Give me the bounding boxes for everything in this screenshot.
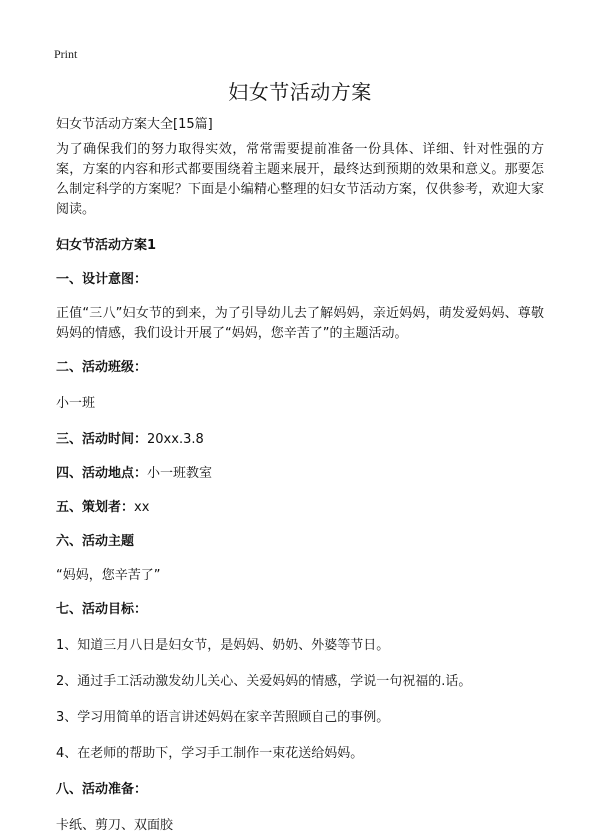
section-title: 妇女节活动方案1 bbox=[56, 238, 157, 253]
planner-value: xx bbox=[134, 500, 150, 515]
activity-prep-heading: 八、活动准备： bbox=[56, 782, 148, 797]
activity-class-heading: 二、活动班级： bbox=[56, 360, 148, 375]
activity-location-value: 小一班教室 bbox=[147, 466, 213, 481]
activity-theme-text: “妈妈，您辛苦了” bbox=[56, 568, 161, 583]
goal-item: 3、学习用简单的语言讲述妈妈在家辛苦照顾自己的事例。 bbox=[56, 710, 390, 725]
activity-theme-heading: 六、活动主题 bbox=[56, 534, 135, 549]
activity-time-row bbox=[56, 430, 544, 450]
design-intent-text: 正值“三八”妇女节的到来，为了引导幼儿去了解妈妈，亲近妈妈，萌发爱妈妈、尊敬妈妈的情感，我们设计开展了“妈妈，您辛苦了”的主题活动。 bbox=[56, 306, 544, 341]
activity-time-label: 三、活动时间： bbox=[56, 432, 148, 447]
activity-time-value: 20xx.3.8 bbox=[147, 432, 204, 447]
activity-goals-heading: 七、活动目标： bbox=[56, 602, 148, 617]
document-subtitle: 妇女节活动方案大全[15篇] bbox=[56, 117, 213, 132]
goal-item: 4、在老师的帮助下，学习手工制作一束花送给妈妈。 bbox=[56, 746, 364, 761]
goal-item: 2、通过手工活动激发幼儿关心、关爱妈妈的情感，学说一句祝福的.话。 bbox=[56, 674, 472, 689]
planner-row bbox=[56, 498, 544, 518]
activity-class-text: 小一班 bbox=[56, 396, 96, 411]
activity-prep-text: 卡纸、剪刀、双面胶 bbox=[56, 818, 174, 833]
design-intent-heading: 一、设计意图： bbox=[56, 272, 148, 287]
intro-paragraph: 为了确保我们的努力取得实效，常常需要提前准备一份具体、详细、针对性强的方案，方案的内容和形式都要围绕着主题来展开，最终达到预期的效果和意义。那要怎么制定科学的方案呢？下面是小编精心整理的妇女节活动方案，仅供参考，欢迎大家阅读。 bbox=[56, 142, 544, 217]
goal-item: 1、知道三月八日是妇女节，是妈妈、奶奶、外婆等节日。 bbox=[56, 638, 390, 653]
activity-location-row bbox=[56, 464, 544, 484]
page-title: 妇女节活动方案 bbox=[228, 80, 372, 104]
activity-location-label: 四、活动地点： bbox=[56, 466, 148, 481]
planner-label: 五、策划者： bbox=[56, 500, 135, 515]
print-label: Print bbox=[54, 47, 78, 61]
